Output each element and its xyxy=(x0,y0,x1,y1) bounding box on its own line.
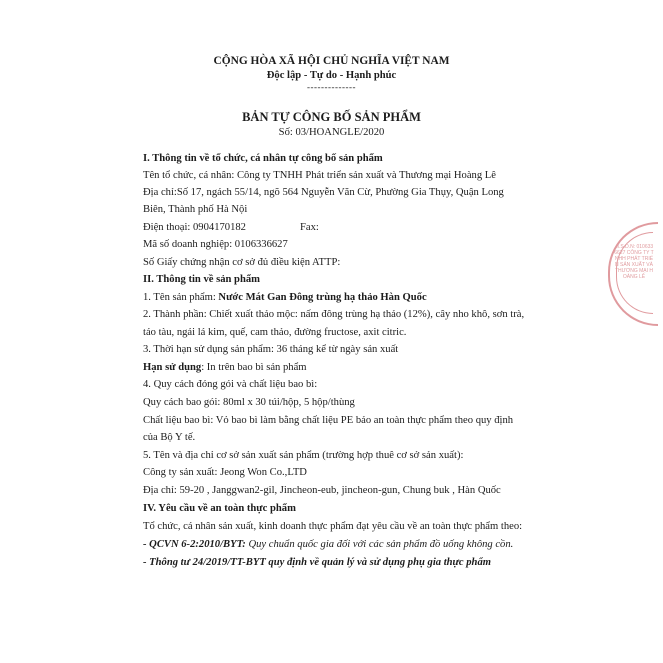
product-name xyxy=(143,291,427,305)
org-phone: Điện thoại: 0904170182 xyxy=(143,222,246,233)
product-name-value: Nước Mát Gan Đông trùng hạ thảo Hàn Quốc xyxy=(218,292,427,303)
org-tax-code: Mã số doanh nghiệp: 0106336627 xyxy=(143,239,288,250)
packaging-material-line2: của Bộ Y tế. xyxy=(143,432,196,443)
section2-heading: II. Thông tin về sản phẩm xyxy=(143,274,260,285)
manufacturer-name: Công ty sản xuất: Jeong Won Co.,LTD xyxy=(143,467,307,478)
document-number: Số: 03/HOANGLE/2020 xyxy=(278,127,385,138)
motto: Độc lập - Tự do - Hạnh phúc xyxy=(266,70,397,81)
standard-circular: - Thông tư 24/2019/TT-BYT quy định về quản lý và sử dụng phụ gia thực phẩm xyxy=(143,557,491,568)
manufacturer-address: Địa chỉ: 59-20 , Janggwan2-gil, Jincheon-eub, jincheon-gun, Chung buk , Hàn Quốc xyxy=(143,485,501,496)
expiry-label: Hạn sử dụng xyxy=(143,362,202,373)
packaging-material-line1: Chất liệu bao bì: Vỏ bao bì làm bằng chất liệu PE bảo an toàn thực phẩm theo quy định xyxy=(143,415,514,426)
ingredients-line2: táo tàu, ngải lá kim, quế, cam thảo, đường fructose, axit citric. xyxy=(143,327,407,338)
standard-qcvn-text: Quy chuẩn quốc gia đối với các sản phẩm đồ uống không cồn. xyxy=(245,539,514,550)
nation-title: CỘNG HÒA XÃ HỘI CHỦ NGHĨA VIỆT NAM xyxy=(213,55,450,67)
expiry-value: : In trên bao bì sản phẩm xyxy=(201,362,307,373)
expiry-note xyxy=(143,361,307,375)
seal-text: M.S.D.N: 0106336627 CÔNG TY TNHH PHÁT TRIỂN SẢN XUẤT VÀ THƯƠNG MẠI HOÀNG LÊ xyxy=(614,244,654,280)
manufacturer-heading: 5. Tên và địa chỉ cơ sở sản xuất sản phẩm (trường hợp thuê cơ sở sản xuất): xyxy=(143,450,464,461)
shelf-life: 3. Thời hạn sử dụng sản phẩm: 36 tháng kể từ ngày sản xuất xyxy=(143,344,399,355)
org-name: Tên tổ chức, cá nhân: Công ty TNHH Phát triển sản xuất và Thương mại Hoàng Lê xyxy=(143,170,496,181)
org-address-line2: Biên, Thành phố Hà Nội xyxy=(143,204,248,215)
standard-qcvn xyxy=(143,538,513,552)
org-fax: Fax: xyxy=(300,222,319,233)
org-certificate: Số Giấy chứng nhận cơ sở đủ điều kiện ATTP: xyxy=(143,257,341,268)
safety-intro: Tổ chức, cá nhân sản xuất, kinh doanh thực phẩm đạt yêu cầu về an toàn thực phẩm theo: xyxy=(143,521,523,532)
org-address-line1: Địa chỉ:Số 17, ngách 55/14, ngõ 564 Nguyễn Văn Cừ, Phường Gia Thụy, Quận Long xyxy=(143,187,504,198)
product-name-label: 1. Tên sản phẩm: xyxy=(143,292,219,303)
section1-heading: I. Thông tin về tổ chức, cá nhân tự công bố sản phẩm xyxy=(143,153,383,164)
section4-heading: IV. Yêu cầu về an toàn thực phẩm xyxy=(143,503,296,514)
packaging-heading: 4. Quy cách đóng gói và chất liệu bao bì: xyxy=(143,379,318,390)
ingredients-line1: 2. Thành phần: Chiết xuất thảo mộc: nấm đông trùng hạ thảo (12%), cây nho khô, sơn trà, xyxy=(143,309,525,320)
packaging-spec: Quy cách bao gói: 80ml x 30 túi/hộp, 5 hộp/thùng xyxy=(143,397,355,408)
motto-divider: -------------- xyxy=(307,82,356,92)
company-seal xyxy=(608,222,658,326)
standard-qcvn-code: - QCVN 6-2:2010/BYT: xyxy=(143,539,246,550)
document-title: BẢN TỰ CÔNG BỐ SẢN PHẨM xyxy=(242,110,421,124)
